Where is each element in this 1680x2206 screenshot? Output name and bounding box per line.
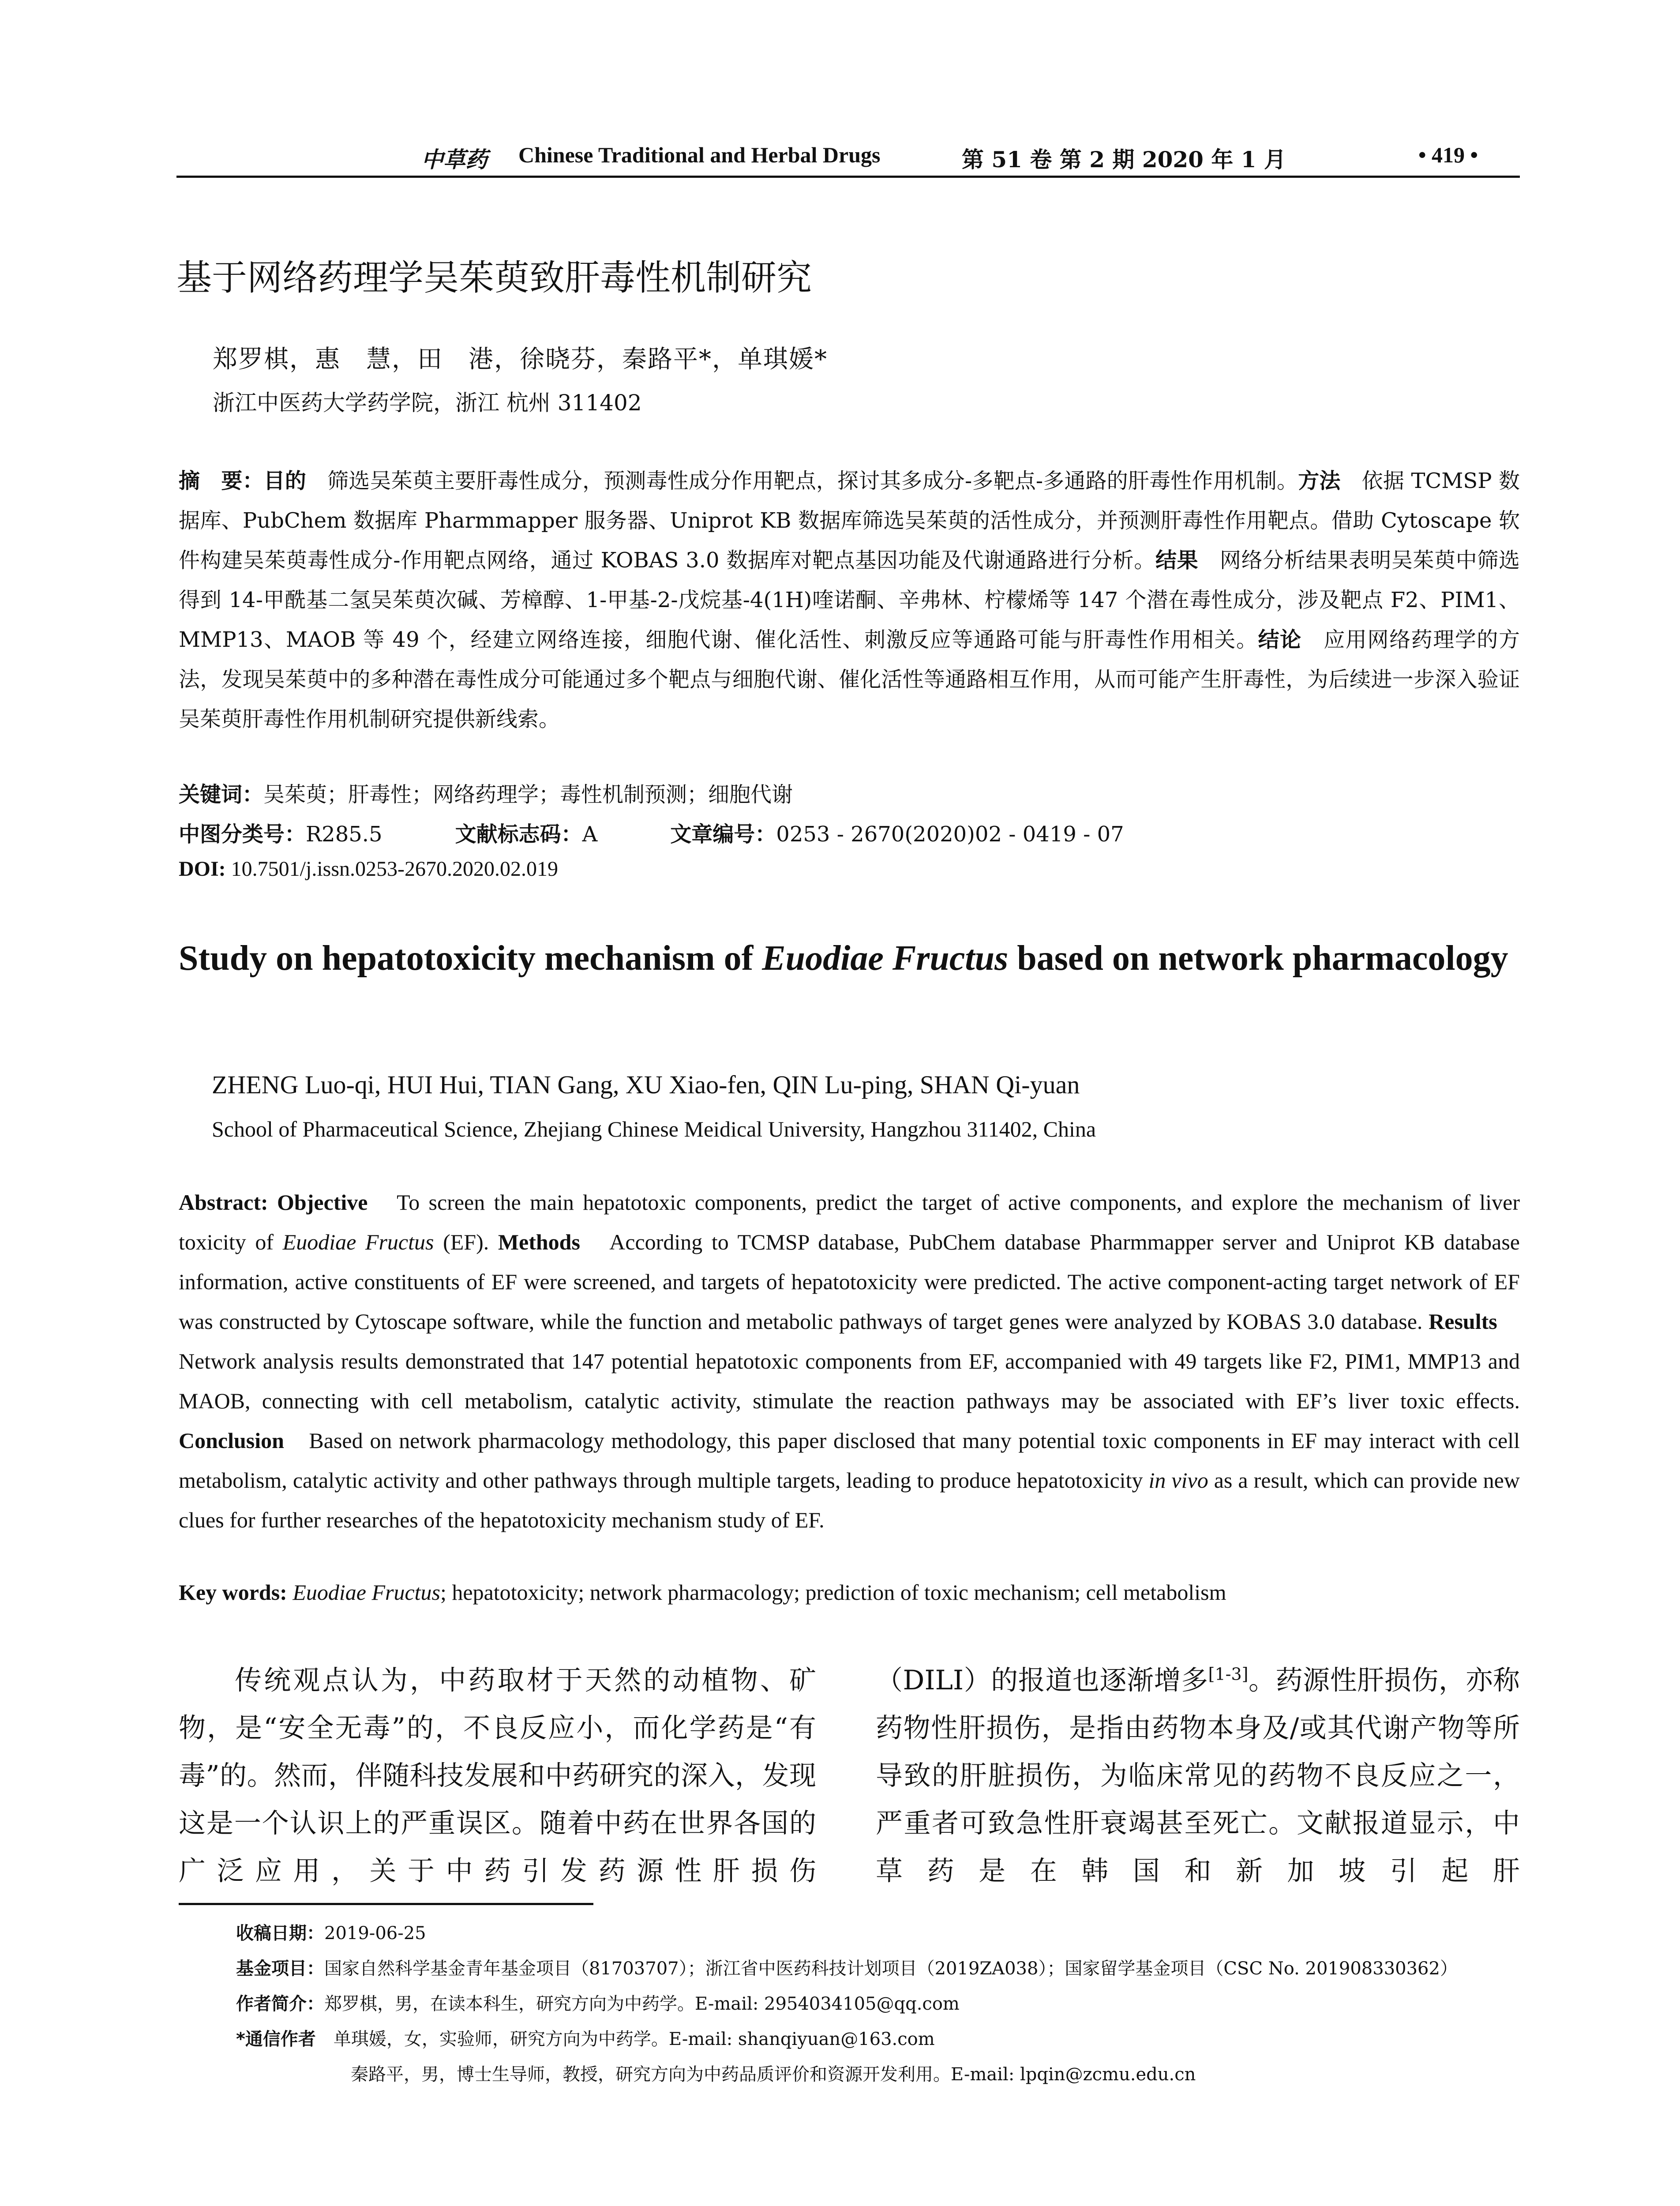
cn-methods-text: 依据 TCMSP 数据库、PubChem 数据库 Pharmmapper 服务器、Uniprot KB 数据库筛选吴茱萸的活性成分，并预测肝毒性作用靶点。借助 Cytoscape 软件构建吴茱萸毒性成分-作用靶点网络，通过 KOBAS 3.0 数据库对靶点基因功能及代谢通路进行分析。 (179, 469, 1520, 573)
header-rule (176, 176, 1520, 178)
doi-value: 10.7501/j.issn.0253-2670.2020.02.019 (231, 857, 559, 881)
author-value: 郑罗棋，男，在读本科生，研究方向为中药学。E-mail: 2954034105@qq.com (324, 1994, 960, 2014)
clc-label: 中图分类号： (179, 822, 306, 847)
en-conclusion-text-a: Based on network pharmacology methodology, this paper disclosed that many potential toxic components in EF may interact with cell metabolism, catalytic activity and other pathways through multiple targets, leading to produce hepatotoxicity (179, 1428, 1520, 1493)
cn-conclusion-label: 结论 (1258, 627, 1302, 652)
en-results-label: Results (1429, 1309, 1497, 1334)
en-objective-text-b: (EF). (434, 1230, 498, 1254)
en-conclusion-italic: in vivo (1148, 1468, 1208, 1493)
author-label: 作者简介： (236, 1994, 324, 2014)
en-objective-italic: Euodiae Fructus (282, 1230, 434, 1254)
cn-results-text: 网络分析结果表明吴茱萸中筛选得到 14-甲酰基二氢吴茱萸次碱、芳樟醇、1-甲基-2-戊烷基-4(1H)喹诺酮、辛弗林、柠檬烯等 147 个潜在毒性成分，涉及靶点 F2、PIM1、MMP13、MAOB 等 49 个，经建立网络连接，细胞代谢、催化活性、刺激反应等通路可能与肝毒性作用相关。 (179, 548, 1520, 652)
page-number: • 419 • (1418, 143, 1478, 167)
clc-value: R285.5 (306, 822, 382, 847)
body-left-text: 传统观点认为，中药取材于天然的动植物、矿物，是“安全无毒”的，不良反应小，而化学药是“有毒”的。然而，伴随科技发展和中药研究的深入，发现这是一个认识上的严重误区。随着中药在世界各国的广泛应用，关于中药引发药源性肝损伤 (179, 1665, 816, 1887)
funding-label: 基金项目： (236, 1958, 324, 1979)
en-conclusion-text-b: as a result, which can provide new clues for further researches of the hepatotoxicity mechanism study of EF. (179, 1468, 1520, 1532)
cn-methods-label: 方法 (1298, 469, 1341, 493)
doi-label: DOI: (179, 857, 226, 881)
cn-objective-text: 筛选吴茱萸主要肝毒性成分，预测毒性成分作用靶点，探讨其多成分-多靶点-多通路的肝毒性作用机制。 (306, 469, 1298, 493)
en-title-post: based on network pharmacology (1008, 939, 1508, 978)
en-keywords-label: Key words: (179, 1580, 287, 1605)
citation-ref: [1-3] (1208, 1664, 1249, 1684)
doc-code-label: 文献标志码： (455, 822, 582, 847)
corr-label: *通信作者 (236, 2029, 316, 2049)
received-value: 2019-06-25 (324, 1923, 426, 1943)
cn-conclusion-text: 应用网络药理学的方法，发现吴茱萸中的多种潜在毒性成分可能通过多个靶点与细胞代谢、催化活性等通路相互作用，从而可能产生肝毒性，为后续进一步深入验证吴茱萸肝毒性作用机制研究提供新线索。 (179, 627, 1520, 732)
funding-value: 国家自然科学基金青年基金项目（81703707）；浙江省中医药科技计划项目（2019ZA038）；国家留学基金项目（CSC No. 201908330362） (324, 1958, 1458, 1979)
cn-title: 基于网络药理学吴茱萸致肝毒性机制研究 (176, 257, 812, 298)
en-authors: ZHENG Luo-qi, HUI Hui, TIAN Gang, XU Xiao-fen, QIN Lu-ping, SHAN Qi-yuan (212, 1070, 1080, 1099)
body-column-left (179, 1657, 816, 1895)
cn-keywords (179, 777, 793, 808)
doc-code-value: A (582, 822, 598, 847)
doi (179, 857, 558, 881)
cn-affiliation: 浙江中医药大学药学院，浙江 杭州 311402 (213, 390, 642, 416)
en-objective-text-a: To screen the main hepatotoxic components, predict the target of active components, and explore the mechanism of liver toxicity of (179, 1190, 1520, 1254)
en-methods-label: Methods (498, 1230, 580, 1254)
journal-name: Chinese Traditional and Herbal Drugs (518, 143, 881, 167)
article-no-label: 文章编号： (670, 822, 776, 847)
article-no-value: 0253 - 2670(2020)02 - 0419 - 07 (776, 822, 1124, 847)
cn-results-label: 结果 (1155, 548, 1199, 573)
en-affiliation: School of Pharmaceutical Science, Zhejiang Chinese Meidical University, Hangzhou 311402, China (212, 1117, 1096, 1141)
en-keywords-rest: ; hepatotoxicity; network pharmacology; prediction of toxic mechanism; cell metabolism (440, 1580, 1226, 1605)
en-abstract (179, 1182, 1520, 1540)
journal-logo: 中草药 (421, 146, 488, 173)
journal-issue: 第 51 卷 第 2 期 2020 年 1 月 (962, 146, 1286, 173)
cn-authors: 郑罗棋，惠 慧，田 港，徐晓芬，秦路平*，单琪媛* (213, 345, 828, 374)
cn-abstract-label: 摘 要： (179, 469, 264, 493)
cn-abstract (179, 461, 1520, 739)
cn-keywords-label: 关键词： (179, 782, 264, 807)
en-abstract-label: Abstract: Objective (179, 1190, 368, 1215)
en-keywords-italic: Euodiae Fructus (292, 1580, 440, 1605)
body-column-right (876, 1657, 1520, 1895)
body-right-text-b: 。药源性肝损伤，亦称药物性肝损伤，是指由药物本身及/或其代谢产物等所导致的肝脏损伤，为临床常见的药物不良反应之一，严重者可致急性肝衰竭甚至死亡。文献报道显示，中草药是在韩国和新加坡引起肝 (876, 1665, 1520, 1887)
received-label: 收稿日期： (236, 1923, 324, 1943)
body-right-text-a: （DILI）的报道也逐渐增多 (876, 1665, 1208, 1696)
en-methods-text: According to TCMSP database, PubChem database Pharmmapper server and Uniprot KB database information, active constituents of EF were screened, and targets of hepatotoxicity were predicted. The active component-acting target network of EF was constructed by Cytoscape software, while the function and metabolic pathways of target genes were analyzed by KOBAS 3.0 database. (179, 1230, 1520, 1334)
en-title-italic: Euodiae Fructus (762, 939, 1009, 978)
en-conclusion-label: Conclusion (179, 1428, 284, 1453)
cn-objective-label: 目的 (263, 469, 306, 493)
cn-keywords-text: 吴茱萸；肝毒性；网络药理学；毒性机制预测；细胞代谢 (263, 782, 793, 807)
en-title (179, 933, 1520, 984)
cn-classification (179, 817, 1124, 848)
en-keywords (179, 1579, 1226, 1605)
en-results-text: Network analysis results demonstrated that 147 potential hepatotoxic components from EF, accompanied with 49 targets like F2, PIM1, MMP13 and MAOB, connecting with cell metabolism, catalytic activity, stimulate the reaction pathways may be associated with EF’s liver toxic effects. (179, 1309, 1520, 1413)
footnote-corresponding-2: 秦路平，男，博士生导师，教授，研究方向为中药品质评价和资源开发利用。E-mail: lpqin@zcmu.edu.cn (351, 2064, 1196, 2085)
footnote-received (236, 1919, 426, 1944)
footnote-author (236, 1990, 960, 2015)
footnote-funding (236, 1955, 1458, 1980)
footnote-corresponding (236, 2025, 935, 2050)
corr-value: 单琪媛，女，实验师，研究方向为中药学。E-mail: shanqiyuan@163.com (315, 2029, 935, 2049)
en-title-pre: Study on hepatotoxicity mechanism of (179, 939, 762, 978)
footnote-rule (179, 1903, 593, 1905)
